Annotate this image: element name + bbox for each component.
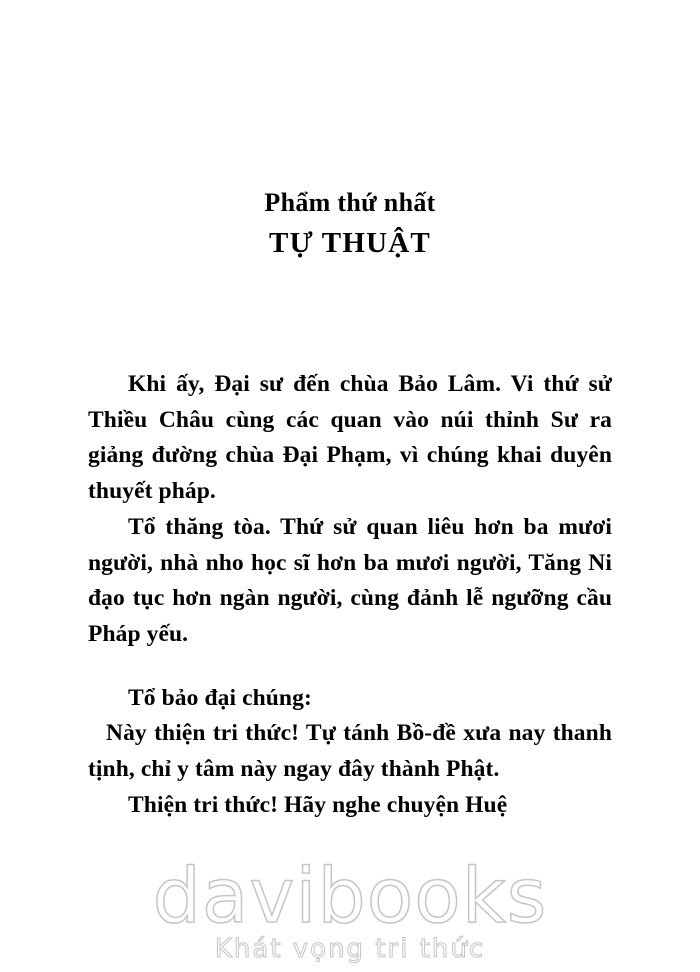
chapter-heading bbox=[88, 0, 612, 263]
paragraph-3: Tổ bảo đại chúng: bbox=[128, 684, 312, 711]
watermark bbox=[0, 850, 700, 964]
paragraph-2: Tổ thăng tòa. Thứ sử quan liêu hơn ba mươi người, nhà nho học sĩ hơn ba mươi người, Tăng Ni đạo tục hơn ngàn người, cùng đảnh lễ ngưỡng cầu Pháp yếu. bbox=[88, 513, 612, 647]
body-text bbox=[88, 367, 612, 824]
paragraph-4: Này thiện tri thức! Tự tánh Bồ-đề xưa nay thanh tịnh, chỉ y tâm này ngay đây thành Phật. bbox=[88, 720, 612, 783]
paragraph-5: Thiện tri thức! Hãy nghe chuyện Huệ bbox=[128, 791, 508, 818]
paragraph-1: Khi ấy, Đại sư đến chùa Bảo Lâm. Vi thứ sử Thiều Châu cùng các quan vào núi thỉnh Sư ra giảng đường chùa Đại Phạm, vì chúng khai duyên thuyết pháp. bbox=[88, 370, 612, 505]
chapter-heading-line-1: Phẩm thứ nhất bbox=[264, 188, 436, 217]
watermark-sub-text: Khát vọng tri thức bbox=[214, 934, 486, 964]
chapter-heading-line-2: TỰ THUẬT bbox=[269, 227, 431, 260]
watermark-main-text: davibooks bbox=[152, 850, 548, 940]
